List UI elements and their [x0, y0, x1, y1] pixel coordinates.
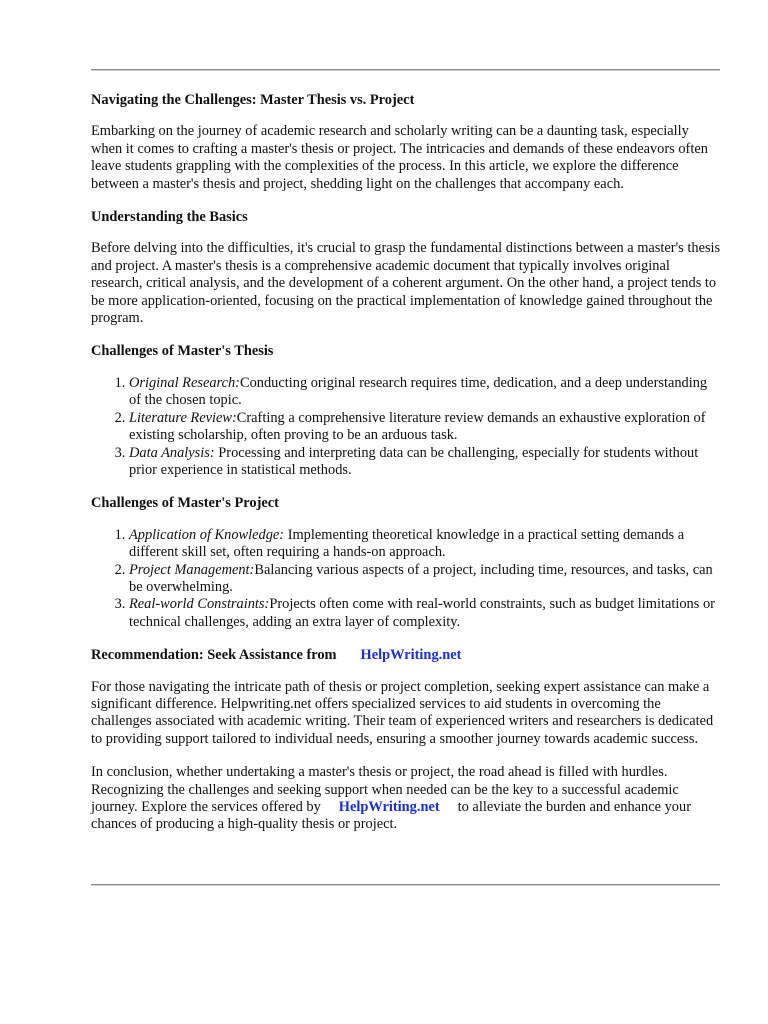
list-item-term: Data Analysis:	[129, 444, 215, 461]
list-item-text: Balancing various aspects of a project, including time, resources, and tasks, can be overwhelming.	[129, 561, 713, 595]
recommendation-heading-text: Recommendation: Seek Assistance from	[91, 647, 337, 664]
list-item-term: Original Research:	[129, 374, 240, 391]
bottom-divider	[91, 884, 720, 886]
thesis-challenges-list	[91, 375, 721, 479]
recommendation-heading	[91, 647, 721, 664]
project-challenges-heading: Challenges of Master's Project	[91, 495, 279, 512]
conclusion-paragraph	[91, 764, 721, 834]
list-item-term: Application of Knowledge:	[129, 526, 285, 543]
list-item	[129, 445, 721, 480]
list-item	[129, 375, 721, 410]
list-item	[129, 596, 721, 631]
list-item	[129, 527, 721, 562]
thesis-challenges-heading: Challenges of Master's Thesis	[91, 343, 274, 360]
conclusion-text-after: to alleviate the burden and enhance your chances of producing a high-quality thesis or project.	[91, 799, 691, 833]
list-item-text: Crafting a comprehensive literature review demands an exhaustive exploration of existing scholarship, often proving to be an arduous task.	[129, 409, 706, 444]
project-challenges-list	[91, 527, 721, 631]
article-body	[91, 92, 721, 850]
basics-heading: Understanding the Basics	[91, 209, 248, 226]
helpwriting-inline-link[interactable]: HelpWriting.net	[338, 799, 440, 815]
list-item-term: Literature Review:	[129, 409, 237, 426]
top-divider	[91, 69, 720, 71]
basics-paragraph: Before delving into the difficulties, it's crucial to grasp the fundamental distinctions between a master's thesis and project. A master's thesis is a comprehensive academic document that typically involves original research, critical analysis, and the development of a coherent argument. On the other hand, a project tends to be more application-oriented, focusing on the practical implementation of knowledge gained throughout the program.	[91, 240, 721, 327]
conclusion-text-before: In conclusion, whether undertaking a master's thesis or project, the road ahead is filled with hurdles. Recognizing the challenges and seeking support when needed can be the key to a successful academic journey. Explore the services offered by	[91, 764, 679, 815]
list-item-text: Processing and interpreting data can be challenging, especially for students without prior experience in statistical methods.	[129, 444, 699, 478]
intro-paragraph: Embarking on the journey of academic research and scholarly writing can be a daunting task, especially when it comes to crafting a master's thesis or project. The intricacies and demands of these endeavors often leave students grappling with the complexities of the process. In this article, we explore the difference between a master's thesis and project, shedding light on the challenges that accompany each.	[91, 123, 708, 192]
list-item-term: Real-world Constraints:	[129, 596, 270, 613]
list-item	[129, 410, 721, 445]
list-item-text: Implementing theoretical knowledge in a practical setting demands a different skill set, often requiring a hands-on approach.	[129, 526, 685, 561]
article-title: Navigating the Challenges: Master Thesis vs. Project	[91, 92, 415, 108]
list-item	[129, 562, 721, 597]
list-item-text: Projects often come with real-world constraints, such as budget limitations or technical challenges, adding an extra layer of complexity.	[129, 596, 715, 630]
recommendation-paragraph: For those navigating the intricate path of thesis or project completion, seeking expert assistance can make a significant difference. Helpwriting.net offers specialized services to aid students in overcoming the challenges associated with academic writing. Their team of experienced writers and researchers is dedicated to providing support tailored to individual needs, ensuring a smoother journey towards academic success.	[91, 678, 714, 747]
helpwriting-link[interactable]: HelpWriting.net	[360, 647, 462, 664]
list-item-term: Project Management:	[129, 561, 255, 578]
list-item-text: Conducting original research requires time, dedication, and a deep understanding of the chosen topic.	[129, 374, 708, 409]
